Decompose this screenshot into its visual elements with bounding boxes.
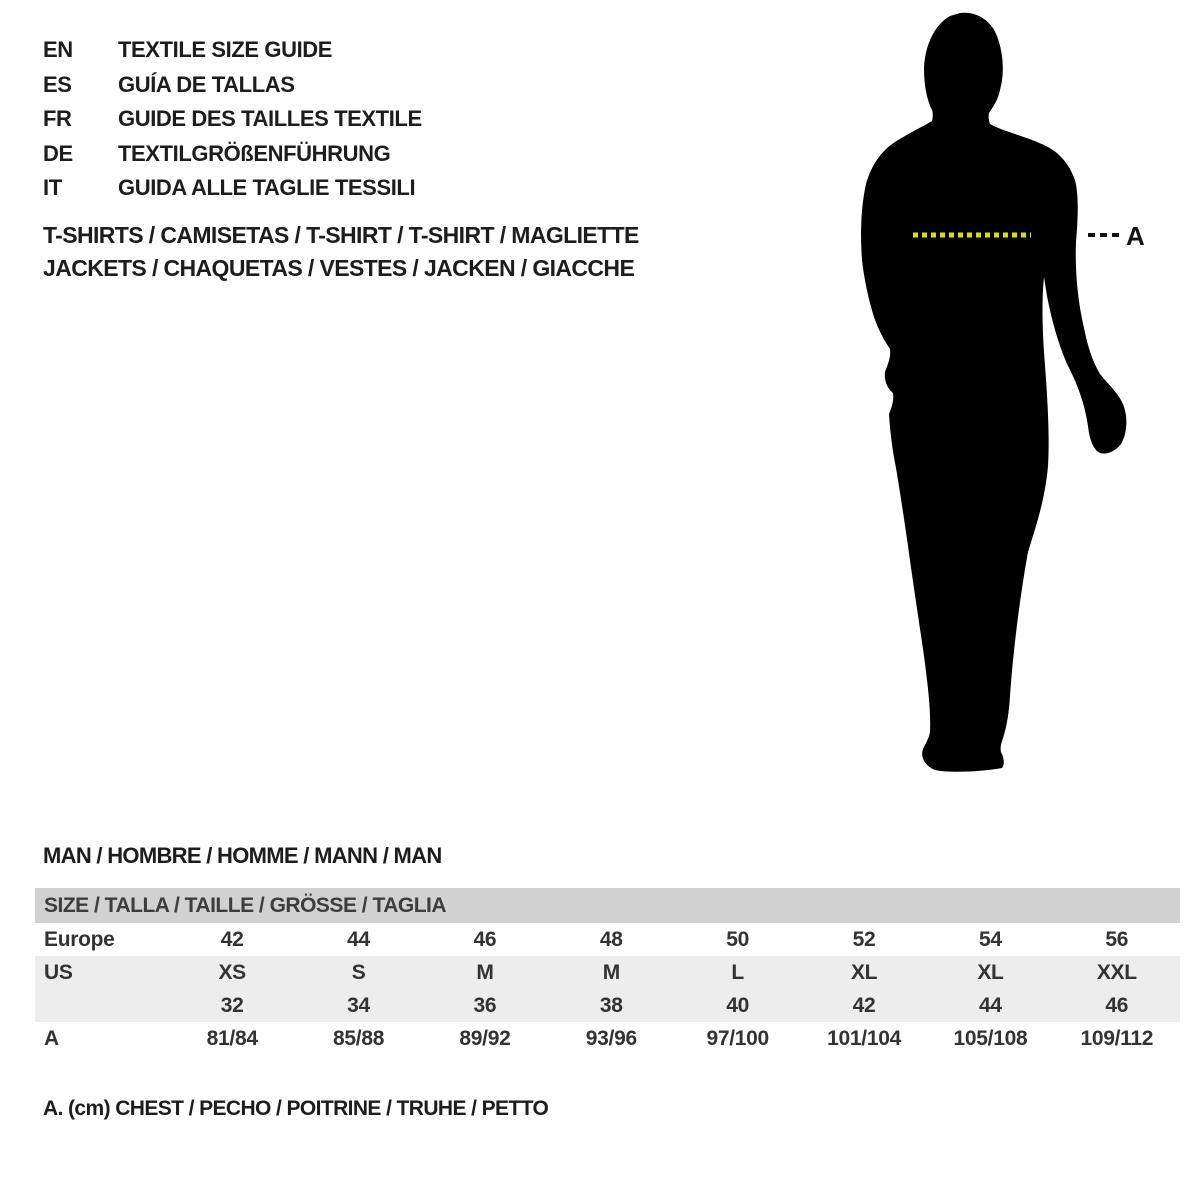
table-cell: 40: [726, 993, 750, 1017]
table-cell: XXL: [1096, 960, 1137, 984]
language-row-de: [43, 137, 422, 172]
language-label: GUIDE DES TAILLES TEXTILE: [118, 106, 422, 132]
table-cell: M: [476, 960, 494, 984]
size-table-header: SIZE / TALLA / TAILLE / GRÖSSE / TAGLIA: [35, 888, 1180, 923]
table-cell: 97/100: [706, 1026, 769, 1050]
table-cell: 48: [599, 927, 623, 951]
table-cell: 81/84: [206, 1026, 258, 1050]
table-cell: S: [351, 960, 366, 984]
category-line-tshirts: T-SHIRTS / CAMISETAS / T-SHIRT / T-SHIRT / MAGLIETTE: [43, 222, 639, 248]
table-row-numeric: [35, 989, 1180, 1022]
table-row-europe: [35, 923, 1180, 956]
language-label: TEXTILGRÖßENFÜHRUNG: [118, 140, 391, 166]
table-cell: 109/112: [1080, 1026, 1154, 1050]
language-row-es: [43, 68, 422, 103]
language-label: GUIDA ALLE TAGLIE TESSILI: [118, 175, 416, 201]
table-cell: XL: [977, 960, 1004, 984]
table-row-chest: [35, 1022, 1180, 1055]
table-cell: 52: [852, 927, 876, 951]
table-cell: M: [602, 960, 620, 984]
language-row-it: [43, 171, 422, 206]
table-cell: 38: [599, 993, 623, 1017]
table-cell: 32: [220, 993, 244, 1017]
table-cell: 101/104: [827, 1026, 901, 1050]
table-cell: 93/96: [585, 1026, 637, 1050]
table-cell: 46: [473, 927, 497, 951]
chest-measure-label-a: A: [1126, 221, 1145, 251]
table-cell: 42: [220, 927, 244, 951]
table-cell: 46: [1105, 993, 1129, 1017]
language-code: IT: [43, 175, 62, 201]
table-cell: 42: [852, 993, 876, 1017]
table-cell: 89/92: [459, 1026, 511, 1050]
language-list: [43, 33, 422, 206]
table-cell: 34: [347, 993, 370, 1017]
table-cell: L: [731, 960, 744, 984]
table-cell: 85/88: [333, 1026, 385, 1050]
row-label: A: [44, 1026, 59, 1050]
language-row-fr: [43, 102, 422, 137]
measurement-footnote: A. (cm) CHEST / PECHO / POITRINE / TRUHE / PETTO: [43, 1097, 549, 1120]
language-code: ES: [43, 71, 72, 97]
row-label: Europe: [44, 927, 115, 951]
size-guide-figure: [838, 0, 1150, 800]
section-title-man: MAN / HOMBRE / HOMME / MANN / MAN: [43, 843, 442, 868]
man-silhouette: [861, 13, 1126, 772]
table-cell: 105/108: [953, 1026, 1028, 1050]
language-label: TEXTILE SIZE GUIDE: [118, 37, 333, 63]
table-cell: 56: [1105, 927, 1129, 951]
row-label: US: [44, 960, 73, 984]
language-code: FR: [43, 106, 72, 132]
garment-categories: [43, 219, 639, 285]
category-line-jackets: JACKETS / CHAQUETAS / VESTES / JACKEN / GIACCHE: [43, 255, 635, 281]
table-cell: XS: [218, 960, 246, 984]
table-cell: XL: [850, 960, 878, 984]
table-cell: 54: [979, 927, 1002, 951]
table-cell: 36: [473, 993, 497, 1017]
table-cell: 44: [979, 993, 1002, 1017]
language-code: DE: [43, 140, 73, 166]
size-table: [35, 888, 1180, 1055]
language-label: GUÍA DE TALLAS: [118, 71, 295, 97]
table-row-us: [35, 956, 1180, 989]
language-row-en: [43, 33, 422, 68]
table-cell: 44: [347, 927, 370, 951]
language-code: EN: [43, 37, 73, 63]
table-cell: 50: [726, 927, 750, 951]
